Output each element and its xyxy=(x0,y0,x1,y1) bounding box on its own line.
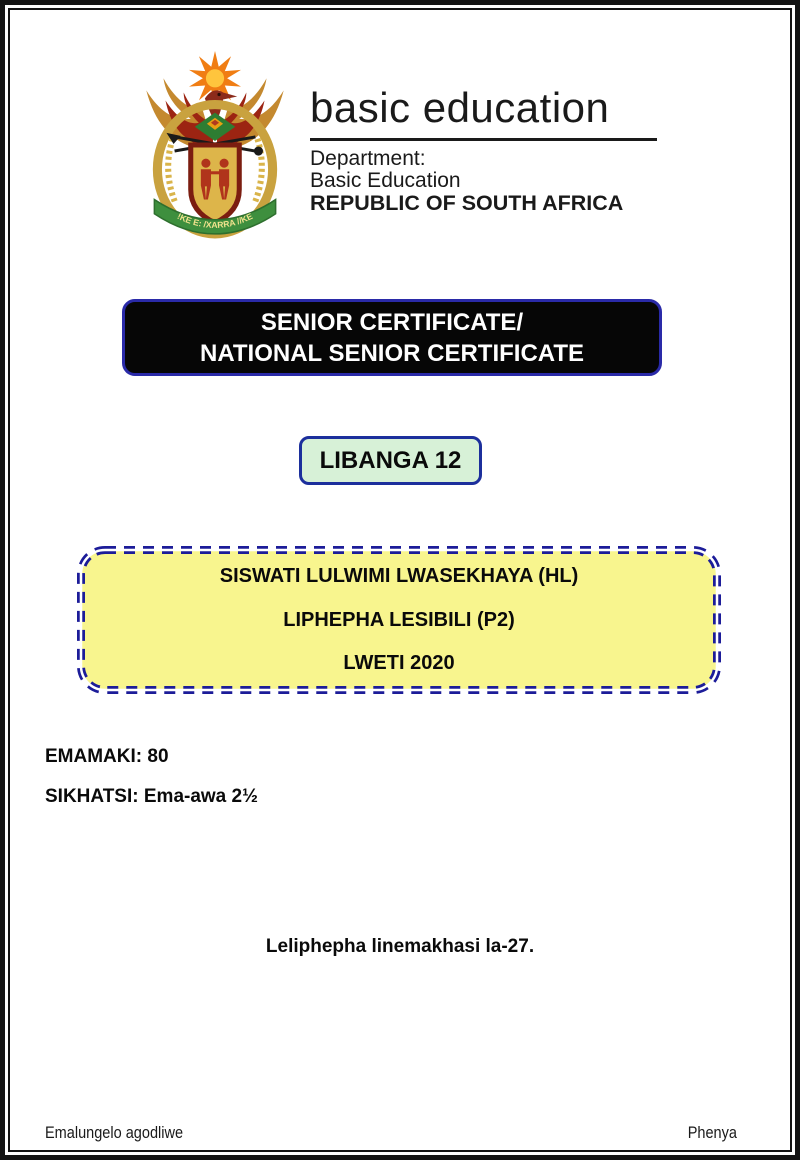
department-label: Department: xyxy=(310,147,426,170)
certificate-banner xyxy=(122,299,662,376)
subject-title: SISWATI LULWIMI LWASEKHAYA (HL) xyxy=(219,565,579,587)
shield-icon xyxy=(191,145,240,223)
subject-box xyxy=(76,545,722,695)
sun-core xyxy=(206,69,224,87)
page-count-note: Leliphepha linemakhasi la-27. xyxy=(265,936,535,957)
time-detail xyxy=(45,786,258,808)
grade-box xyxy=(299,436,482,485)
certificate-line2: NATIONAL SENIOR CERTIFICATE xyxy=(200,339,584,367)
department-lines xyxy=(310,148,670,214)
marks-value: 80 xyxy=(147,746,169,767)
subject-lines xyxy=(76,545,722,695)
time-label: SIKHATSI: xyxy=(45,786,139,807)
brand-title: basic education xyxy=(310,84,657,141)
club-knob xyxy=(254,147,263,156)
country-name: REPUBLIC OF SOUTH AFRICA xyxy=(310,191,624,215)
footer-turn-over: Phenya xyxy=(687,1124,737,1142)
bird-eye xyxy=(217,93,220,96)
exam-date: LWETI 2020 xyxy=(343,652,455,674)
marks-label: EMAMAKI: xyxy=(45,746,143,767)
motto-text: !KE E: /XARRA //KE xyxy=(175,210,255,230)
time-value: Ema-awa 2½ xyxy=(143,786,258,807)
department-header xyxy=(310,84,670,214)
department-name: Basic Education xyxy=(310,169,461,192)
paper-title: LIPHEPHA LESIBILI (P2) xyxy=(283,608,515,631)
footer-copyright: Emalungelo agodliwe xyxy=(45,1124,184,1142)
grade-label: LIBANGA 12 xyxy=(319,446,462,474)
marks-detail xyxy=(45,746,169,768)
coat-of-arms-logo xyxy=(138,50,292,242)
certificate-line1: SENIOR CERTIFICATE/ xyxy=(260,308,524,336)
wheat-left-icon xyxy=(168,139,175,204)
coat-of-arms-icon xyxy=(138,50,292,242)
